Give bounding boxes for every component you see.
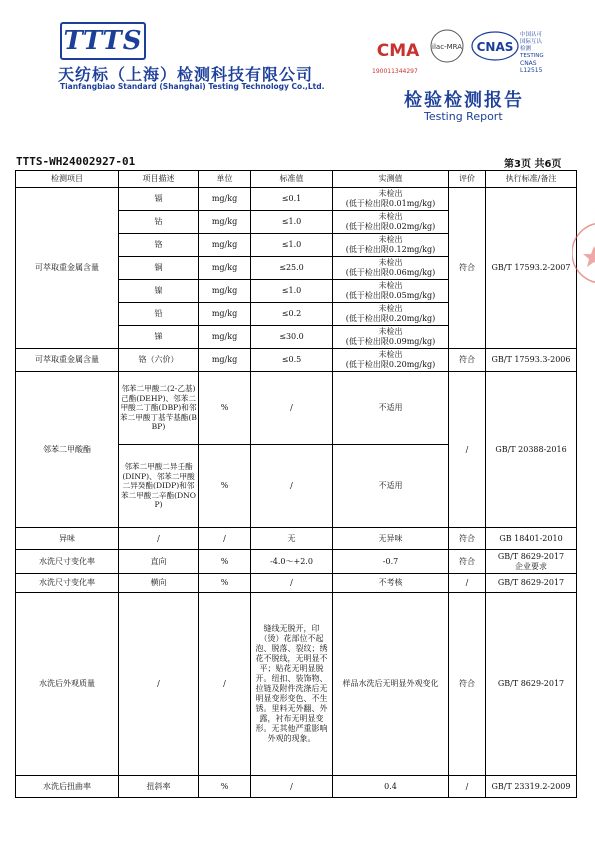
ilac-logo-text: ilac-MRA <box>432 43 462 51</box>
results-table <box>15 170 577 798</box>
item-desc: / <box>119 593 199 776</box>
company-logo: TTTS <box>60 22 146 60</box>
table-row <box>16 188 577 211</box>
measured-value: 未检出 (低于检出限0.06mg/kg) <box>333 257 449 280</box>
standard-value: / <box>251 372 333 445</box>
evaluation: / <box>449 776 486 798</box>
item-desc: 镉 <box>119 188 199 211</box>
standard-ref: GB/T 17593.2-2007 <box>486 188 577 349</box>
test-item: 水洗后外观质量 <box>16 593 119 776</box>
cnas-logo-text: CNAS <box>476 40 514 54</box>
item-desc: 镍 <box>119 280 199 303</box>
unit: % <box>199 550 251 574</box>
unit: % <box>199 574 251 593</box>
cnas-caption: 中国认可 国际互认 检测 TESTING CNAS L12515 <box>520 32 544 74</box>
table-row <box>16 574 577 593</box>
unit: / <box>199 593 251 776</box>
item-desc: 锑 <box>119 326 199 349</box>
standard-ref: GB 18401-2010 <box>486 528 577 550</box>
measured-value: 未检出 (低于检出限0.09mg/kg) <box>333 326 449 349</box>
page-indicator: 第3页 共6页 <box>504 159 562 170</box>
evaluation: / <box>449 372 486 528</box>
unit: mg/kg <box>199 280 251 303</box>
col-header: 评价 <box>449 171 486 188</box>
unit: mg/kg <box>199 349 251 372</box>
table-row <box>16 593 577 776</box>
measured-value: 样品水洗后无明显外观变化 <box>333 593 449 776</box>
standard-value: ≤0.2 <box>251 303 333 326</box>
item-desc: 邻苯二甲酸二(2-乙基)己酯(DEHP)、邻苯二甲酸二丁酯(DBP)和邻苯二甲酸丁基苄基酯(BBP) <box>119 372 199 445</box>
measured-value: 未检出 (低于检出限0.20mg/kg) <box>333 349 449 372</box>
measured-value: 0.4 <box>333 776 449 798</box>
test-item: 水洗后扭曲率 <box>16 776 119 798</box>
measured-value: -0.7 <box>333 550 449 574</box>
table-row <box>16 372 577 445</box>
item-desc: 直向 <box>119 550 199 574</box>
item-desc: / <box>119 528 199 550</box>
col-header: 执行标准/备注 <box>486 171 577 188</box>
evaluation: 符合 <box>449 528 486 550</box>
evaluation: 符合 <box>449 188 486 349</box>
unit: % <box>199 445 251 528</box>
report-title-cn: 检验检测报告 <box>404 90 524 111</box>
unit: % <box>199 372 251 445</box>
measured-value: 未检出 (低于检出限0.05mg/kg) <box>333 280 449 303</box>
test-item: 水洗尺寸变化率 <box>16 574 119 593</box>
item-desc: 铅 <box>119 303 199 326</box>
measured-value: 不考核 <box>333 574 449 593</box>
col-header: 单位 <box>199 171 251 188</box>
test-item: 水洗尺寸变化率 <box>16 550 119 574</box>
standard-value: ≤0.5 <box>251 349 333 372</box>
measured-value: 未检出 (低于检出限0.02mg/kg) <box>333 211 449 234</box>
evaluation: / <box>449 574 486 593</box>
standard-value: 无 <box>251 528 333 550</box>
item-desc: 扭斜率 <box>119 776 199 798</box>
standard-value: ≤0.1 <box>251 188 333 211</box>
standard-value: / <box>251 574 333 593</box>
measured-value: 未检出 (低于检出限0.12mg/kg) <box>333 234 449 257</box>
standard-value: ≤30.0 <box>251 326 333 349</box>
standard-value: -4.0～+2.0 <box>251 550 333 574</box>
item-desc: 铜 <box>119 257 199 280</box>
unit: mg/kg <box>199 188 251 211</box>
test-item: 异味 <box>16 528 119 550</box>
report-header <box>0 0 595 150</box>
unit: % <box>199 776 251 798</box>
standard-ref: GB/T 17593.3-2006 <box>486 349 577 372</box>
unit: mg/kg <box>199 326 251 349</box>
unit: mg/kg <box>199 211 251 234</box>
test-item: 可萃取重金属含量 <box>16 349 119 372</box>
table-header-row <box>16 171 577 188</box>
standard-value: / <box>251 776 333 798</box>
col-header: 实测值 <box>333 171 449 188</box>
standard-value: / <box>251 445 333 528</box>
standard-ref: GB/T 8629-2017 企业要求 <box>486 550 577 574</box>
measured-value: 未检出 (低于检出限0.20mg/kg) <box>333 303 449 326</box>
cma-logo <box>376 36 420 62</box>
col-header: 项目描述 <box>119 171 199 188</box>
col-header: 检测项目 <box>16 171 119 188</box>
company-name-cn: 天纺标（上海）检测科技有限公司 <box>58 65 314 84</box>
measured-value: 无异味 <box>333 528 449 550</box>
table-row <box>16 349 577 372</box>
standard-value: 缝线无脱开，印（烫）花部位不起泡、脱落、裂纹；绣花不脱线，无明显不平；贴花无明显脱开。纽扣、装饰物、拉链及附件洗涤后无明显变形变色、不生锈。里料无外翻、外露，衬布无明显变形。无其他严重影响外观的现象。 <box>251 593 333 776</box>
item-desc: 邻苯二甲酸二异壬酯(DINP)、邻苯二甲酸二异癸酯(DIDP)和邻苯二甲酸二辛酯(DNOP) <box>119 445 199 528</box>
item-desc: 横向 <box>119 574 199 593</box>
table-row <box>16 776 577 798</box>
standard-ref: GB/T 8629-2017 <box>486 574 577 593</box>
unit: / <box>199 528 251 550</box>
standard-ref: GB/T 23319.2-2009 <box>486 776 577 798</box>
standard-value: ≤1.0 <box>251 234 333 257</box>
standard-value: ≤1.0 <box>251 280 333 303</box>
evaluation: 符合 <box>449 349 486 372</box>
cnas-logo <box>470 30 520 62</box>
standard-value: ≤25.0 <box>251 257 333 280</box>
unit: mg/kg <box>199 303 251 326</box>
item-desc: 铬（六价） <box>119 349 199 372</box>
standard-ref: GB/T 20388-2016 <box>486 372 577 528</box>
test-item: 可萃取重金属含量 <box>16 188 119 349</box>
item-desc: 钴 <box>119 211 199 234</box>
measured-value: 未检出 (低于检出限0.01mg/kg) <box>333 188 449 211</box>
table-row <box>16 550 577 574</box>
measured-value: 不适用 <box>333 445 449 528</box>
report-title-en: Testing Report <box>424 110 503 123</box>
cma-number: 190011344297 <box>372 68 418 75</box>
item-desc: 铬 <box>119 234 199 257</box>
ilac-mra-logo <box>426 28 468 64</box>
standard-ref: GB/T 8629-2017 <box>486 593 577 776</box>
evaluation: 符合 <box>449 593 486 776</box>
unit: mg/kg <box>199 234 251 257</box>
measured-value: 不适用 <box>333 372 449 445</box>
company-name-en: Tianfangbiao Standard (Shanghai) Testing Technology Co.,Ltd. <box>60 82 325 91</box>
seal-stamp <box>572 198 595 308</box>
report-number: TTTS-WH24002927-01 <box>16 155 136 168</box>
col-header: 标准值 <box>251 171 333 188</box>
table-row <box>16 528 577 550</box>
evaluation: 符合 <box>449 550 486 574</box>
standard-value: ≤1.0 <box>251 211 333 234</box>
test-item: 邻苯二甲酸酯 <box>16 372 119 528</box>
cma-logo-text: CMA <box>376 41 420 61</box>
unit: mg/kg <box>199 257 251 280</box>
